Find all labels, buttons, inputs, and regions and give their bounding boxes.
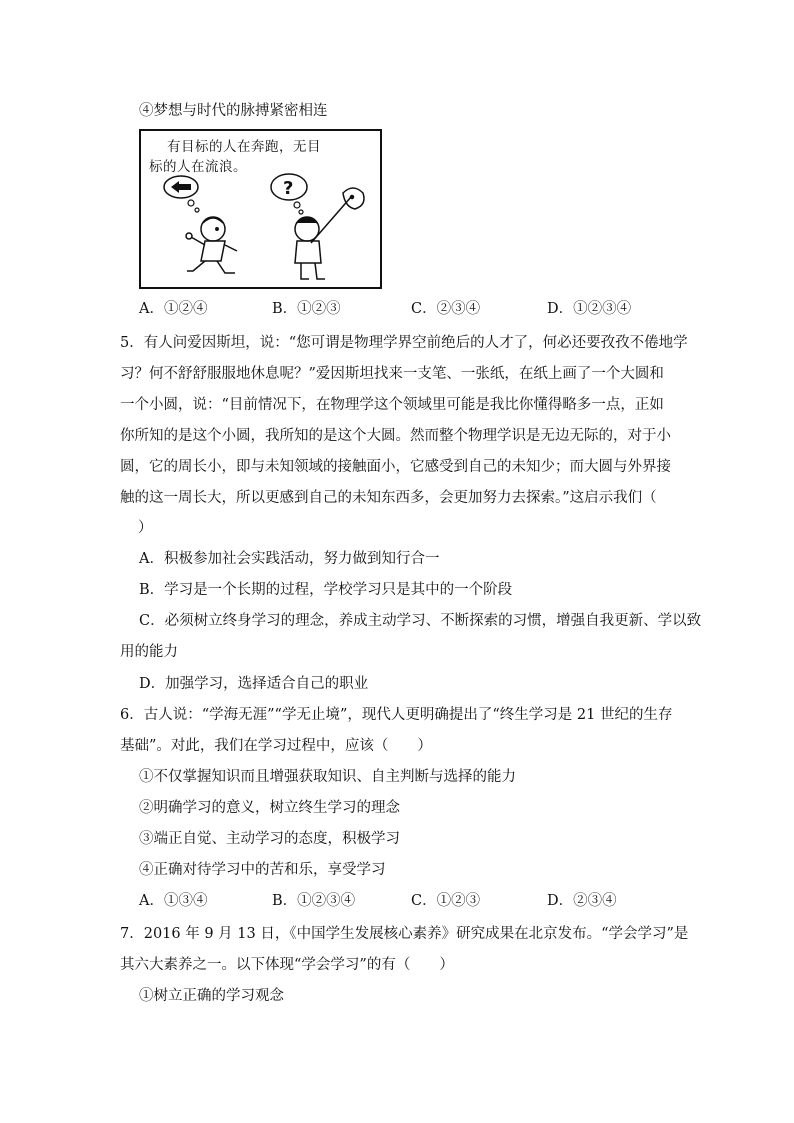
q5-stem-line-6: 触的这一周长大，所以更感到自己的未知东西多，会更加努力去探索。”这启示我们（	[120, 490, 657, 506]
cartoon-caption-line-2: 标的人在流浪。	[149, 159, 247, 175]
q5-stem-line-3: 一个小圆，说：“目前情况下，在物理学这个领域里可能是我比你懂得略多一点，正如	[120, 397, 664, 413]
cartoon-caption-line-1: 有目标的人在奔跑，无目	[167, 139, 321, 155]
q4-options	[139, 299, 659, 319]
q4-statement-4: ④梦想与时代的脉搏紧密相连	[139, 103, 328, 119]
q5-stem-line-1: 5．有人问爱因斯坦，说：“您可谓是物理学界空前绝后的人才了，何必还要孜孜不倦地学	[120, 335, 688, 351]
q5-stem-line-7: ）	[138, 520, 153, 536]
q5-stem-line-4: 你所知的是这个小圆，我所知的是这个大圆。然而整个物理学识是无边无际的，对于小	[120, 428, 671, 444]
q6-stem-line-2: 基础”。对此，我们在学习过程中，应该（ ）	[120, 738, 432, 754]
q6-statement-4: ④正确对待学习中的苦和乐，享受学习	[139, 862, 386, 878]
q4-option-b[interactable]: B．①②③	[272, 301, 341, 317]
q6-statement-2: ②明确学习的意义，树立终生学习的理念	[139, 800, 400, 816]
q5-option-d[interactable]: D．加强学习，选择适合自己的职业	[139, 676, 369, 692]
q6-option-d[interactable]: D．②③④	[547, 893, 617, 909]
q6-statement-3: ③端正自觉、主动学习的态度，积极学习	[139, 831, 400, 847]
q6-statement-1: ①不仅掌握知识而且增强获取知识、自主判断与选择的能力	[139, 769, 516, 785]
running-person	[186, 217, 237, 273]
q6-stem-line-1: 6．古人说：“学海无涯”“学无止境”，现代人更明确提出了“终生学习是 21 世纪的生存	[120, 707, 673, 723]
q4-option-a[interactable]: A．①②④	[139, 301, 208, 317]
q4-option-d[interactable]: D．①②③④	[547, 301, 632, 317]
left-arrow-icon	[164, 176, 199, 212]
q6-option-b[interactable]: B．①②③④	[272, 893, 356, 909]
question-mark-glyph: ?	[283, 178, 294, 199]
q5-option-c-continued: 用的能力	[120, 644, 178, 660]
cartoon-drawing	[141, 131, 380, 287]
q6-option-a[interactable]: A．①③④	[139, 893, 208, 909]
q5-option-c[interactable]: C．必须树立终身学习的理念，养成主动学习、不断探索的习惯，增强自我更新、学以致	[139, 613, 702, 629]
q7-stem-line-2: 其六大素养之一。以下体现“学会学习”的有（ ）	[120, 957, 454, 973]
q4-option-c[interactable]: C．②③④	[411, 301, 481, 317]
q5-option-a[interactable]: A．积极参加社会实践活动，努力做到知行合一	[139, 551, 440, 567]
q6-options	[139, 891, 659, 911]
q6-option-c[interactable]: C．①②③	[411, 893, 481, 909]
q5-stem-line-2: 习？何不舒舒服服地休息呢？”爱因斯坦找来一支笔、一张纸，在纸上画了一个大圆和	[120, 366, 664, 382]
q7-statement-1: ①树立正确的学习观念	[139, 988, 284, 1004]
q5-stem-line-5: 圆，它的周长小，即与未知领域的接触面小，它感受到自己的未知少；而大圆与外界接	[120, 459, 671, 475]
q7-stem-line-1: 7．2016 年 9 月 13 日，《中国学生发展核心素养》研究成果在北京发布。“学会学习”是	[120, 926, 689, 942]
wandering-person	[295, 188, 364, 279]
question-mark-icon	[271, 174, 307, 214]
cartoon-illustration	[139, 129, 382, 289]
q5-option-b[interactable]: B．学习是一个长期的过程，学校学习只是其中的一个阶段	[139, 582, 513, 598]
